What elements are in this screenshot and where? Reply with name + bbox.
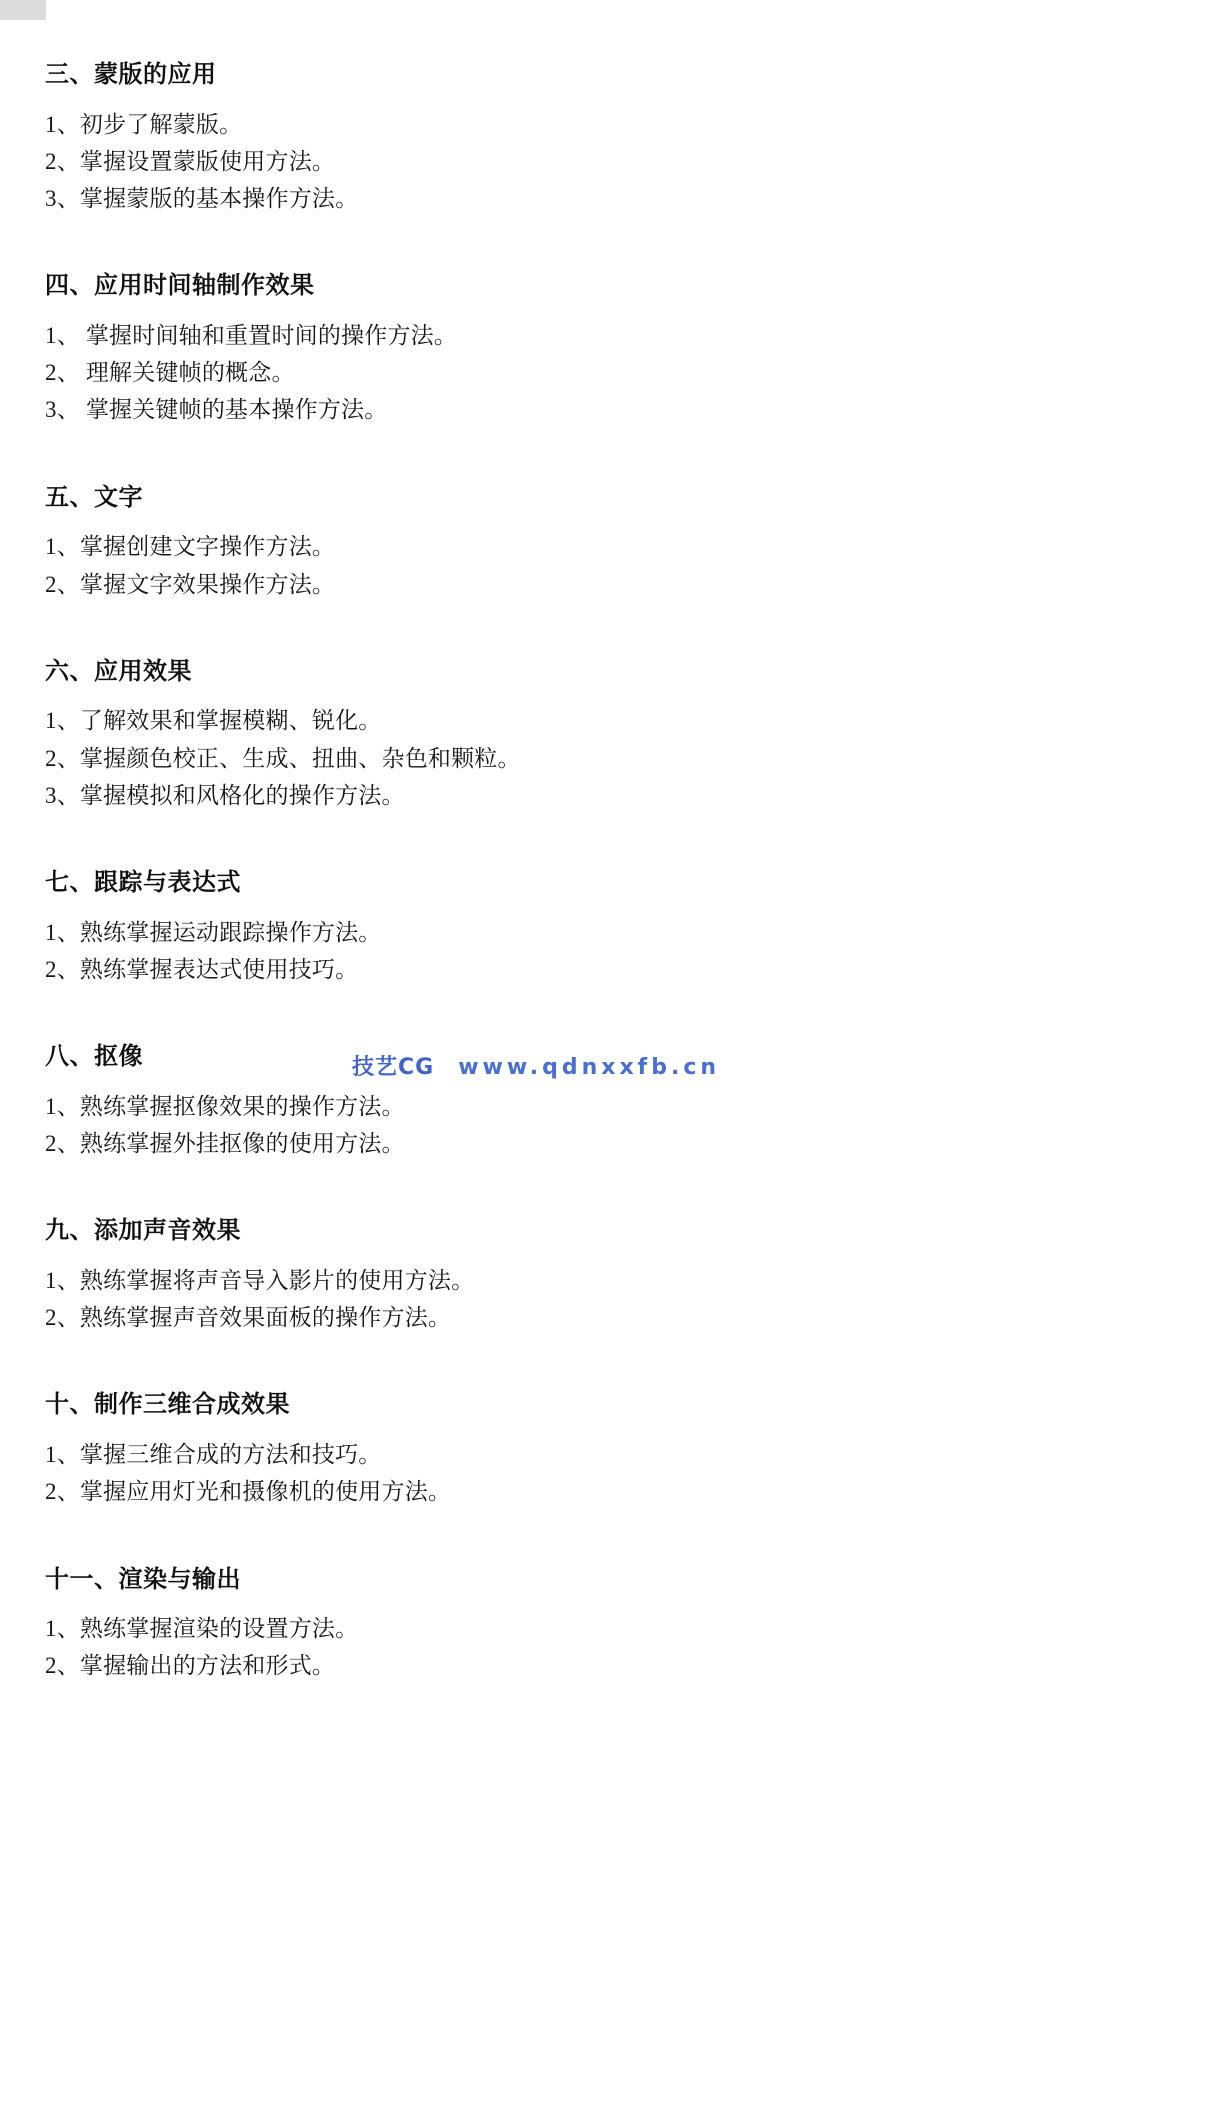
section-heading: 三、蒙版的应用 <box>45 60 217 88</box>
section-heading: 七、跟踪与表达式 <box>45 868 241 897</box>
section-item: 2、掌握输出的方法和形式。 <box>45 1653 336 1679</box>
section-item: 2、掌握颜色校正、生成、扭曲、杂色和颗粒。 <box>45 745 521 771</box>
section-item: 3、掌握模拟和风格化的操作方法。 <box>45 782 405 808</box>
section-item: 2、熟练掌握表达式使用技巧。 <box>45 956 359 982</box>
section-block <box>45 481 1163 603</box>
section-item: 1、熟练掌握渲染的设置方法。 <box>45 1616 359 1642</box>
section-heading: 四、应用时间轴制作效果 <box>45 271 315 300</box>
section-block <box>45 655 1163 814</box>
section-item: 1、掌握创建文字操作方法。 <box>45 534 336 560</box>
section-heading: 九、添加声音效果 <box>45 1216 241 1245</box>
section-item: 2、 理解关键帧的概念。 <box>45 360 295 386</box>
section-item: 3、掌握蒙版的基本操作方法。 <box>45 186 359 212</box>
section-item: 1、掌握三维合成的方法和技巧。 <box>45 1442 382 1467</box>
section-item: 1、熟练掌握抠像效果的操作方法。 <box>45 1093 405 1119</box>
section-item: 2、掌握文字效果操作方法。 <box>45 571 336 597</box>
section-heading: 八、抠像 <box>45 1042 143 1071</box>
page-corner-mark <box>0 0 46 20</box>
watermark-url: www.qdnxxfb.cn <box>458 1055 721 1080</box>
section-item: 1、熟练掌握将声音导入影片的使用方法。 <box>45 1267 475 1293</box>
section-heading: 六、应用效果 <box>45 656 192 685</box>
section-item: 2、掌握应用灯光和摄像机的使用方法。 <box>45 1479 452 1505</box>
section-block <box>45 58 1163 217</box>
section-item: 1、初步了解蒙版。 <box>45 111 243 137</box>
section-heading: 十一、渲染与输出 <box>45 1564 241 1593</box>
section-item: 1、 掌握时间轴和重置时间的操作方法。 <box>45 322 458 348</box>
section-item: 1、了解效果和掌握模糊、锐化。 <box>45 708 382 734</box>
section-item: 2、熟练掌握外挂抠像的使用方法。 <box>45 1131 405 1157</box>
section-item: 3、 掌握关键帧的基本操作方法。 <box>45 397 388 423</box>
section-block <box>45 1214 1163 1336</box>
section-item: 2、熟练掌握声音效果面板的操作方法。 <box>45 1305 452 1331</box>
section-block <box>45 1563 1163 1685</box>
section-block <box>45 269 1163 428</box>
watermark-brand: 技艺CG <box>352 1055 435 1080</box>
watermark <box>352 1050 720 1081</box>
section-item: 1、熟练掌握运动跟踪操作方法。 <box>45 919 382 945</box>
section-item: 2、掌握设置蒙版使用方法。 <box>45 148 336 174</box>
section-heading: 十、制作三维合成效果 <box>45 1390 290 1419</box>
section-heading: 五、文字 <box>45 482 143 511</box>
section-block <box>45 1388 1163 1510</box>
section-block <box>45 866 1163 988</box>
